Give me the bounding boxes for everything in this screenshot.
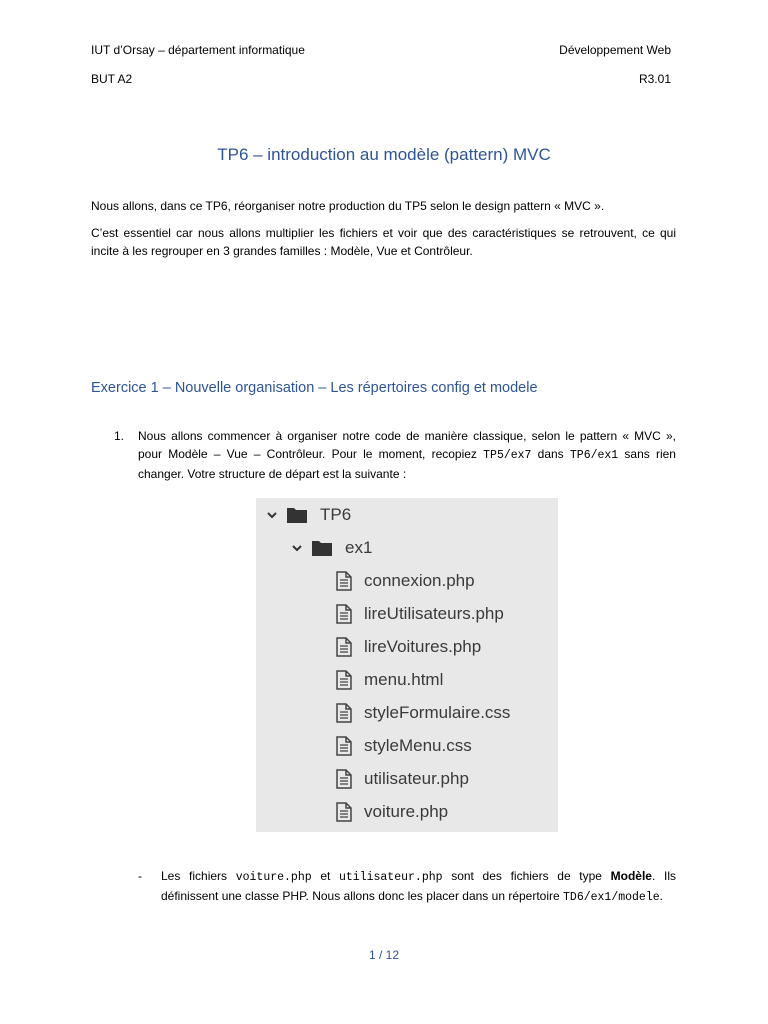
code-path: TP5/ex7 xyxy=(483,449,532,462)
file-name: lireVoitures.php xyxy=(364,636,482,656)
tree-label-root: TP6 xyxy=(320,504,352,524)
bullet-item xyxy=(138,867,676,907)
text-run: . Ils définissent une classe PHP. Nous allons donc les placer dans un répertoire xyxy=(161,869,676,903)
list-number: 1. xyxy=(114,429,125,443)
header-course: Développement Web xyxy=(559,43,671,57)
tree-file-row xyxy=(336,663,443,696)
page-number: 1 / 12 xyxy=(368,948,400,962)
code-path: utilisateur.php xyxy=(339,871,443,884)
file-icon xyxy=(336,703,352,723)
file-icon xyxy=(336,571,352,591)
tree-file-row xyxy=(336,597,504,630)
code-path: TD6/ex1/modele xyxy=(563,891,660,904)
file-name: voiture.php xyxy=(364,801,449,821)
header-level: BUT A2 xyxy=(91,72,133,86)
folder-icon xyxy=(311,539,333,557)
intro-paragraph-1: Nous allons, dans ce TP6, réorganiser notre production du TP5 selon le design pattern « MVC ». xyxy=(91,199,605,213)
text-run: sans rien changer. Votre structure de départ est la suivante : xyxy=(138,447,676,481)
exercise-heading: Exercice 1 – Nouvelle organisation – Les répertoires config et modele xyxy=(91,380,538,396)
list-item-text xyxy=(138,427,676,483)
file-name: menu.html xyxy=(364,669,444,689)
tree-file-row xyxy=(336,696,510,729)
text-run: et xyxy=(311,869,339,883)
list-item-1 xyxy=(114,427,676,483)
tree-file-row xyxy=(336,795,448,828)
file-name: utilisateur.php xyxy=(364,768,469,788)
text-run: . xyxy=(659,889,663,903)
text-run: sont des fichiers de type xyxy=(442,869,611,883)
document-title: TP6 – introduction au modèle (pattern) MVC xyxy=(217,145,551,164)
file-name: styleFormulaire.css xyxy=(364,702,511,722)
tree-file-row xyxy=(336,564,475,597)
file-icon xyxy=(336,769,352,789)
tree-row-folder xyxy=(291,531,372,564)
tree-file-row xyxy=(336,762,469,795)
tree-label-folder: ex1 xyxy=(345,537,373,557)
chevron-down-icon xyxy=(266,509,278,521)
file-icon xyxy=(336,637,352,657)
text-run: Les fichiers xyxy=(161,869,236,883)
chevron-down-icon xyxy=(291,542,303,554)
tree-file-row xyxy=(336,729,472,762)
code-path: TP6/ex1 xyxy=(569,449,619,462)
bold-term: Modèle xyxy=(610,869,652,883)
bullet-dash: - xyxy=(138,869,142,883)
file-icon xyxy=(336,670,352,690)
file-name: styleMenu.css xyxy=(364,735,472,755)
text-run: Nous allons commencer à organiser notre code de manière classique, selon le pattern « MVC », pour Modèle – Vue – Contrôleur. Pour le moment, recopiez xyxy=(138,429,676,461)
file-tree-figure xyxy=(256,498,558,832)
tree-file-row xyxy=(336,630,481,663)
header-institution: IUT d’Orsay – département informatique xyxy=(91,43,305,57)
bullet-text xyxy=(161,867,676,907)
folder-icon xyxy=(286,506,308,524)
file-icon xyxy=(336,802,352,822)
code-path: voiture.php xyxy=(235,871,312,884)
file-name: lireUtilisateurs.php xyxy=(364,603,504,623)
tree-row-root xyxy=(266,498,351,531)
file-icon xyxy=(336,604,352,624)
file-icon xyxy=(336,736,352,756)
file-name: connexion.php xyxy=(364,570,475,590)
intro-paragraph-2: C’est essentiel car nous allons multiplier les fichiers et voir que des caractéristiques se retrouvent, ce qui incite à les regrouper en 3 grandes familles : Modèle, Vue et Contrôleur. xyxy=(91,226,676,258)
header-code: R3.01 xyxy=(638,72,671,86)
text-run: dans xyxy=(531,447,570,461)
